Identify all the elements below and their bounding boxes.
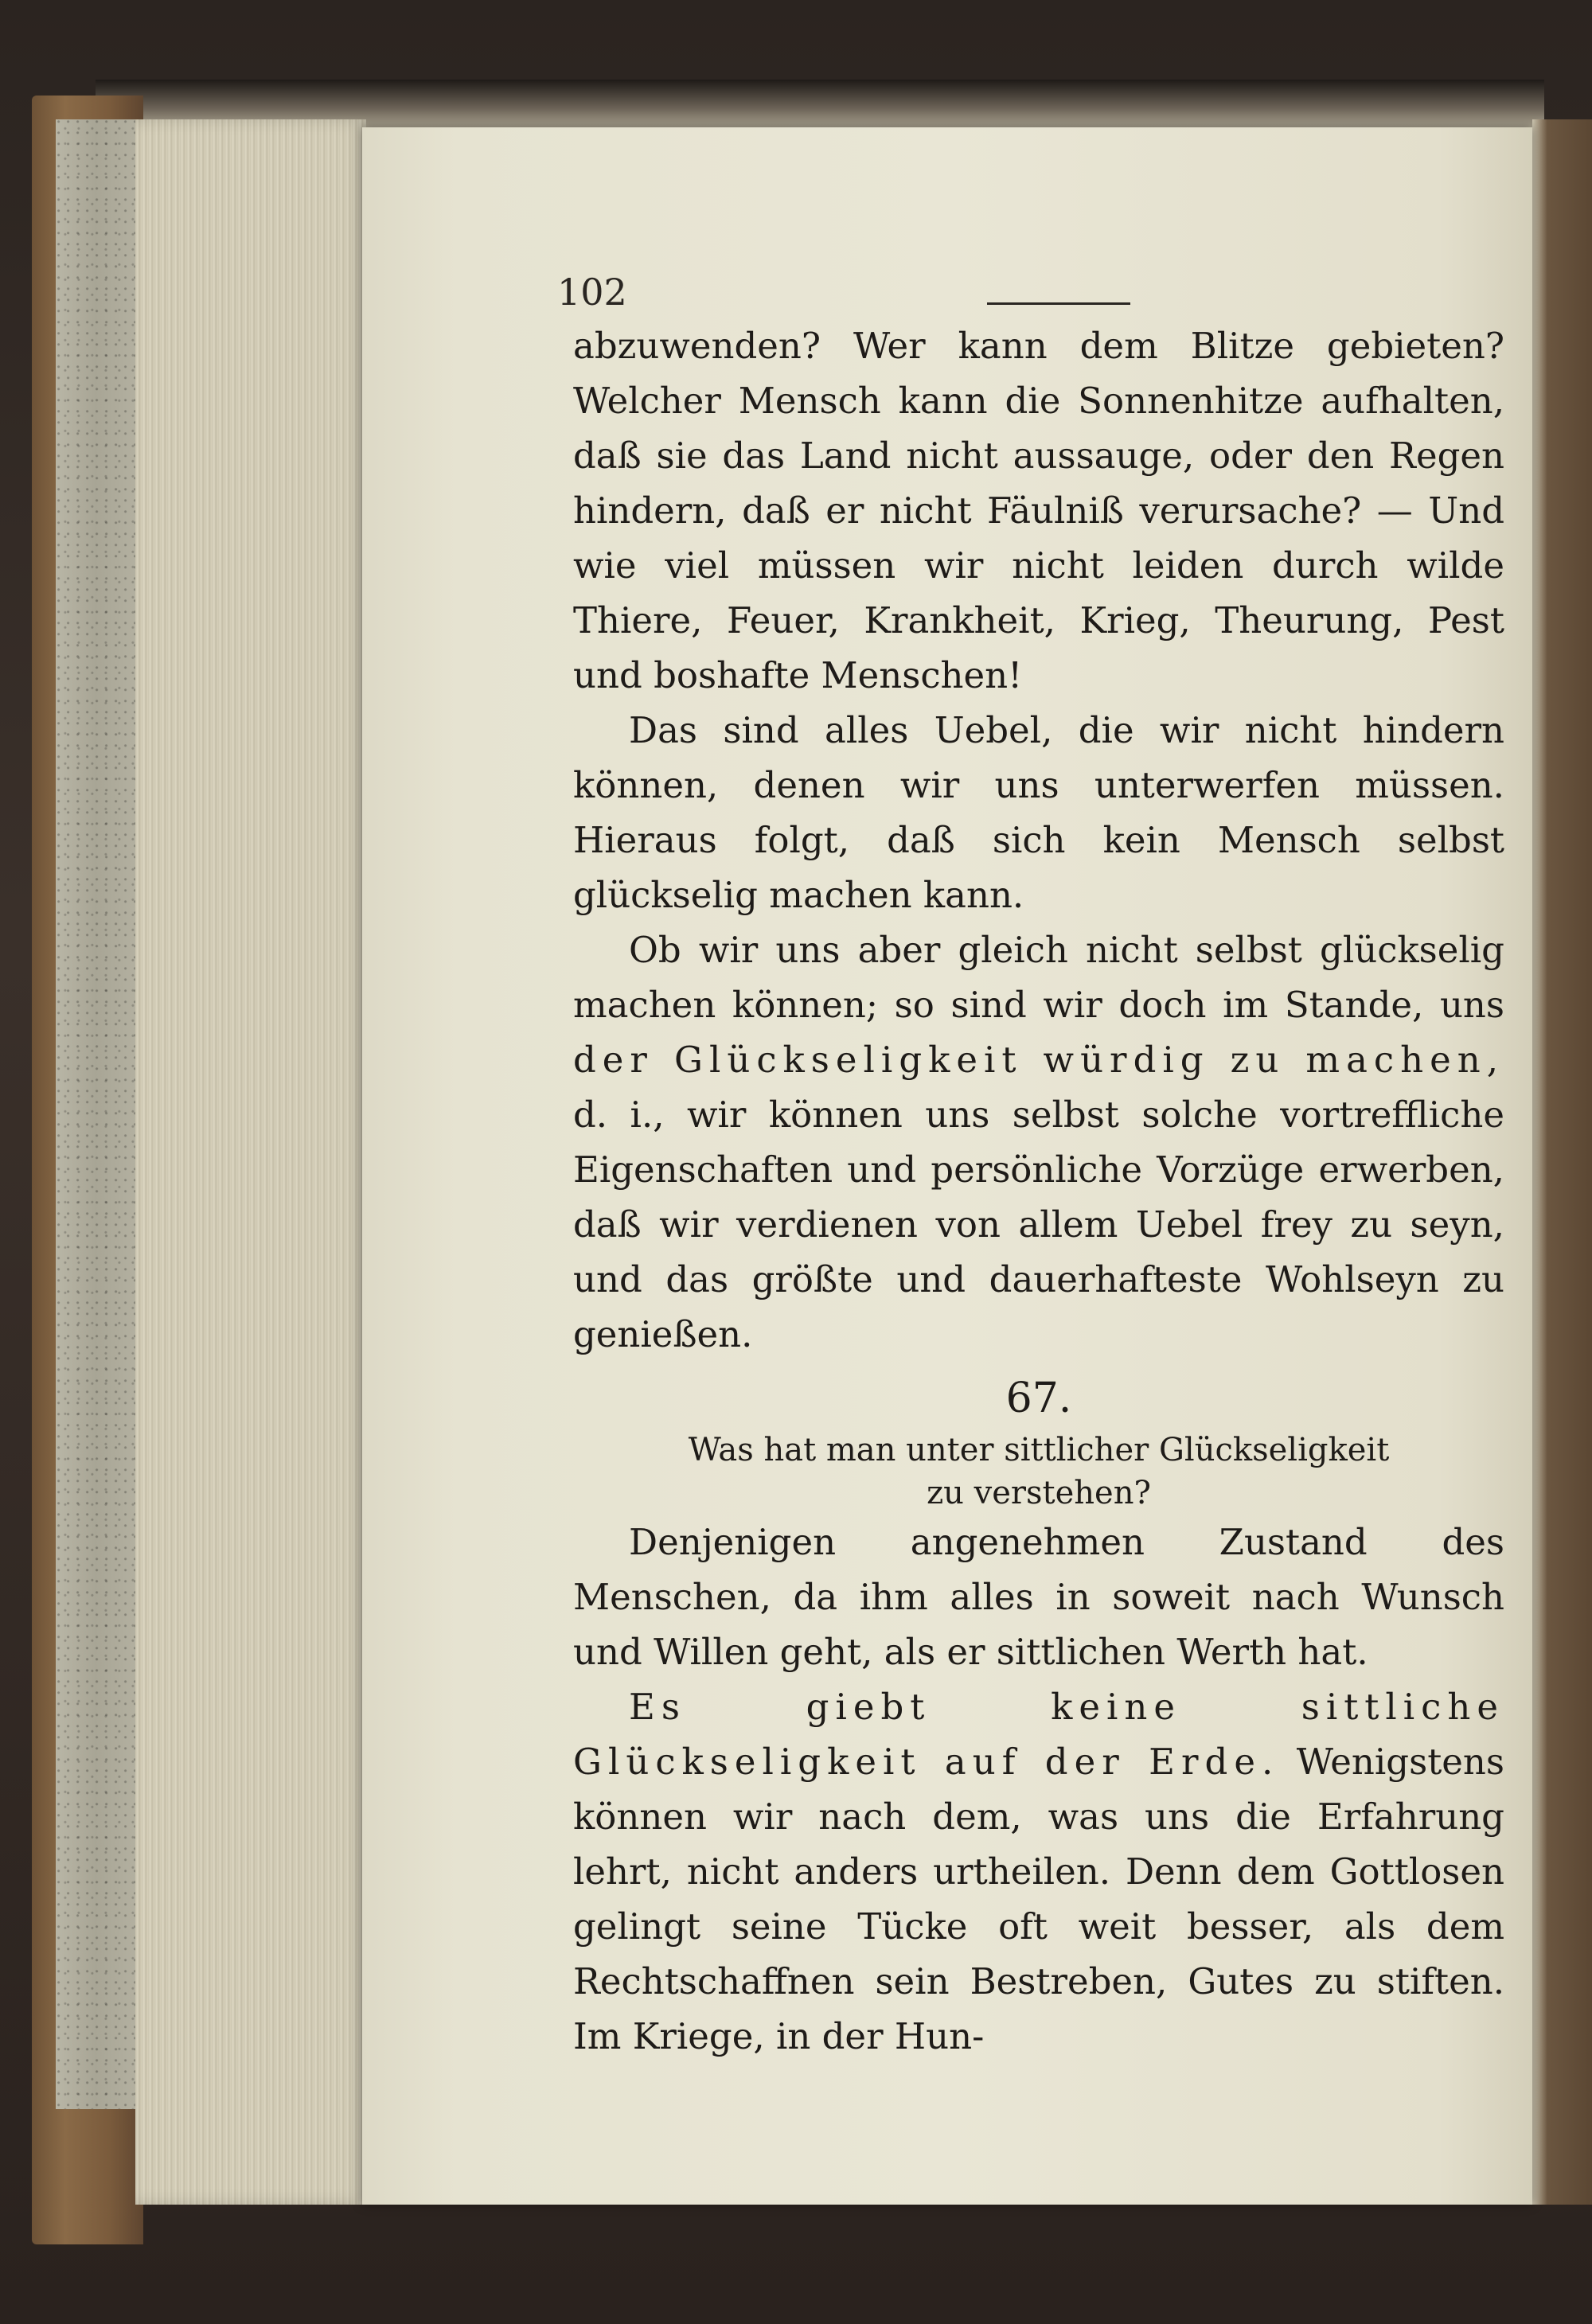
- book-cover-right: [1532, 119, 1592, 2205]
- page-number: 102: [557, 271, 627, 314]
- paragraph: [573, 922, 1504, 1362]
- emphasized-text: Es giebt keine sittliche Glückseligkeit auf der Erde.: [573, 1686, 1504, 1783]
- paragraph-text: Ob wir uns aber gleich nicht selbst glückselig machen können; so sind wir doch im Stande, uns: [573, 929, 1504, 1026]
- paragraph: abzuwenden? Wer kann dem Blitze gebieten? Welcher Mensch kann die Sonnenhitze aufhalten, daß sie das Land nicht aussauge, oder den Regen hindern, daß er nicht Fäulniß verursache? — Und wie viel müssen wir nicht leiden durch wilde Thiere, Feuer, Krankheit, Krieg, Theurung, Pest und boshafte Menschen!: [573, 325, 1504, 696]
- header-rule: [987, 302, 1130, 305]
- section-question: Was hat man unter sittlicher Glückseligkeit: [688, 1432, 1390, 1468]
- page-text: [573, 318, 1504, 2064]
- page-edges: [135, 119, 366, 2205]
- paragraph: [573, 1679, 1504, 2064]
- section-question: zu verstehen?: [927, 1475, 1151, 1511]
- emphasized-text: der Glückseligkeit würdig zu machen,: [573, 1039, 1504, 1081]
- paragraph: Denjenigen angenehmen Zustand des Menschen, da ihm alles in soweit nach Wunsch und Willen geht, als er sittlichen Werth hat.: [573, 1521, 1504, 1673]
- paragraph-text: d. i., wir können uns selbst solche vortreffliche Eigenschaften und persönliche Vorzüge erwerben, daß wir verdienen von allem Uebel frey zu seyn, und das größte und dauerhafteste Wohlseyn zu genießen.: [573, 1094, 1504, 1355]
- section-number: 67.: [1005, 1375, 1072, 1422]
- marbled-endpaper: [56, 119, 135, 2109]
- paragraph: Das sind alles Uebel, die wir nicht hindern können, denen wir uns unterwerfen müssen. Hieraus folgt, daß sich kein Mensch selbst glückselig machen kann.: [573, 709, 1504, 916]
- paragraph-text: Wenigstens können wir nach dem, was uns die Erfahrung lehrt, nicht anders urtheilen. Denn dem Gottlosen gelingt seine Tücke oft weit besser, als dem Rechtschaffnen sein Bestreben, Gutes zu stiften. Im Kriege, in der Hun-: [573, 1741, 1504, 2057]
- page-header: [557, 271, 1130, 318]
